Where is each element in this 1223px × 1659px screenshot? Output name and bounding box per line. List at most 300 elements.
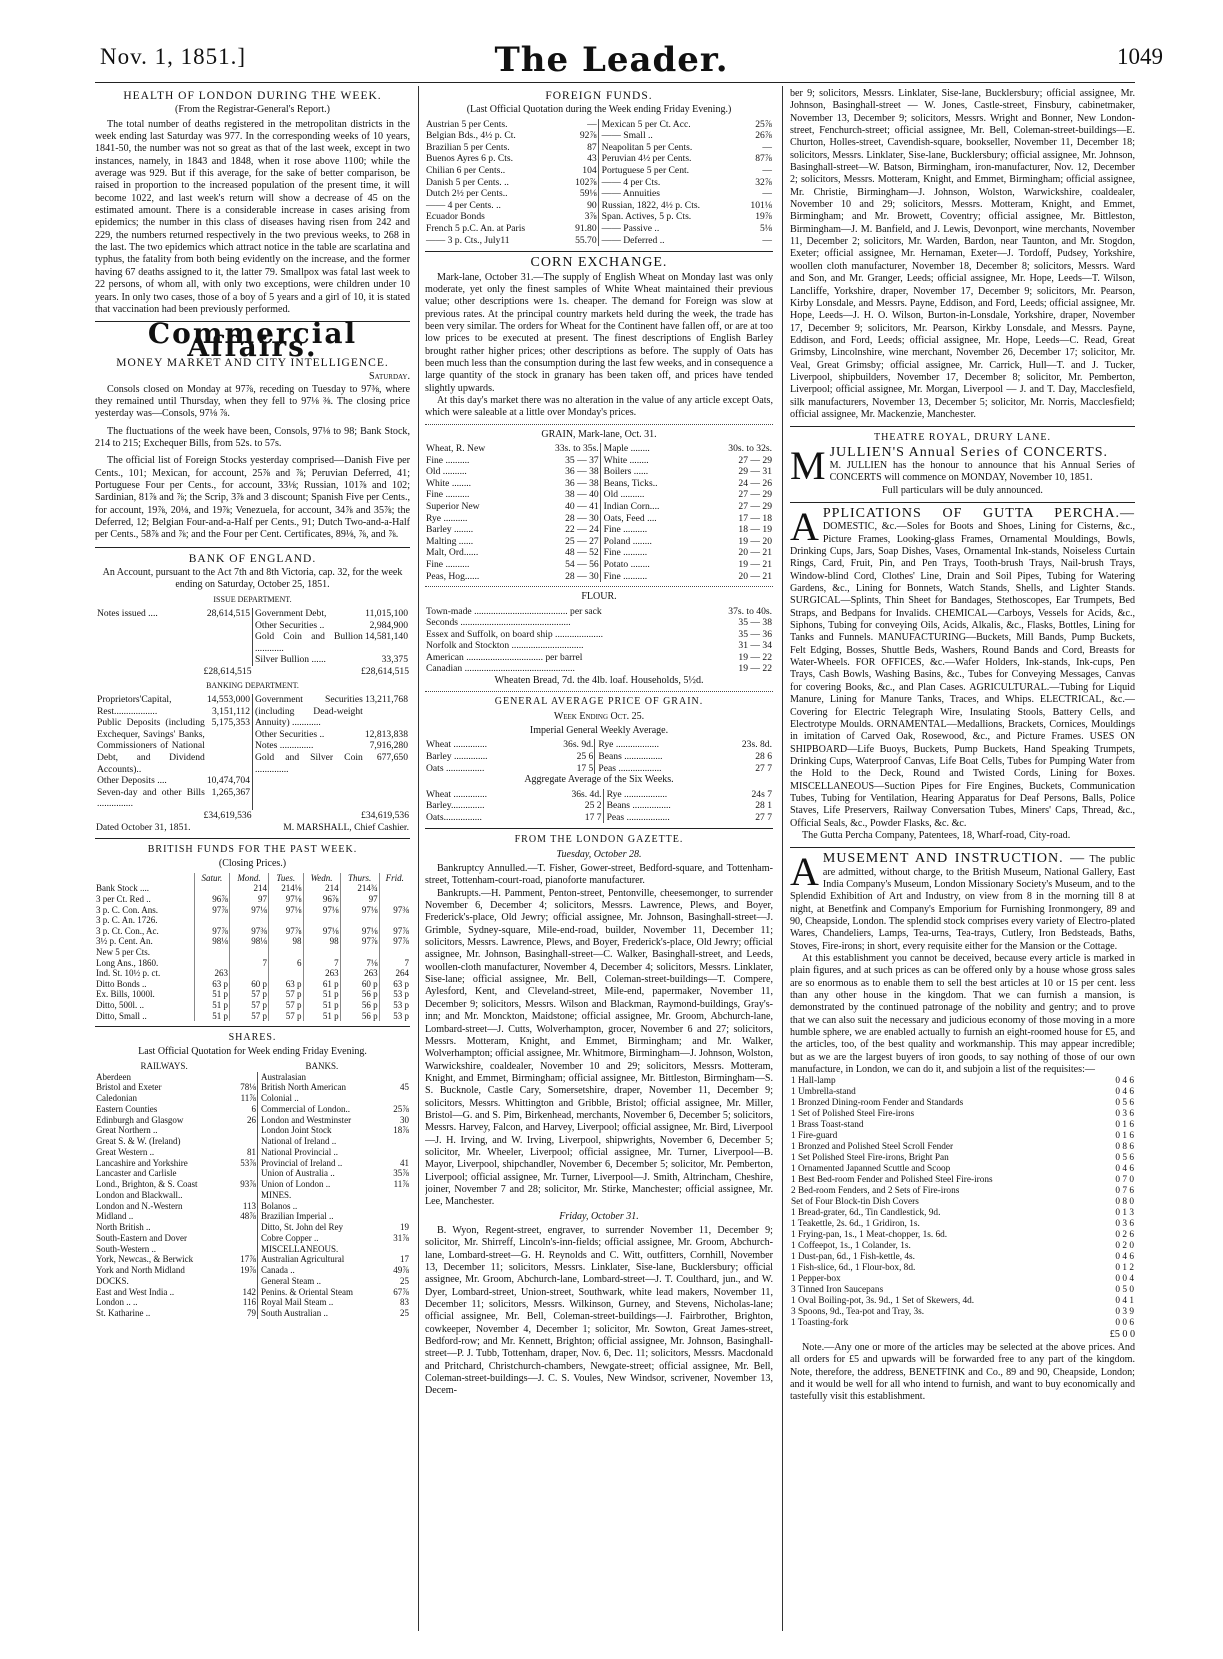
foreign-price: 90 xyxy=(587,199,597,211)
foreign-price: — xyxy=(762,188,772,200)
share-name: Great S. & W. (Ireland) xyxy=(96,1136,181,1147)
funds-price: 98⅛ xyxy=(230,936,269,947)
banking-right-list xyxy=(254,694,409,775)
share-name: General Steam .. xyxy=(258,1276,387,1287)
funds-stock: 3½ p. Cent. An. xyxy=(96,936,153,947)
flour-row xyxy=(425,663,773,675)
share-name: Cobre Copper .. xyxy=(258,1233,387,1244)
funds-row xyxy=(95,958,410,969)
foreign-row xyxy=(425,153,773,165)
funds-price xyxy=(230,968,269,979)
funds-row xyxy=(95,894,410,905)
gazette-continued: ber 9; solicitors, Messrs. Linklater, Sise-lane, Bucklersbury; official assignee, Mr. Johnson, Basinghall-street — W. Jones, Castle-street, Finsbury, cabinetmaker, November 13, December 9; solicitors, Messrs. Wright and Bonner, New London-street, Fenchurch-street; official assignee, Mr. Bell, Coleman-street-buildings—E. Churton, Holles-street, Cavendish-square, bookseller, November 11, December 18; solicitors, Messrs. Linklater, Sise-lane, Bucklersbury; official assignee, Mr. Johnson, Basinghall-street—W. Batson, Birmingham, iron-manufacturer, Nov. 12, December 2; solicitors, Messrs. Motteram, Knight, and Emmet, Birmingham; official assignee, Mr. Christie, Birmingham—J. Johnson, Wolston, Warwickshire, coaldealer, November 10 and 29; solicitors, Messrs. Motteram, Knight, and Emmet, Birmingham; and Mr. Browett, Coventry; official assignee, Mr. Bittleston, Birmingham—J. M. Banfield, and J. Lewis, Devonport, wine merchants, November 11, December 2; solicitors, Mr. Warden, Bardon, near Taunton, and Mr. Stogdon, Exeter; official assignee, Mr. Hernaman, Exeter—J. Tordoff, Pudsey, Yorkshire, woollen cloth manufacturer, November 18, December 8; solicitors, Messrs. Ward and Son, and Mr. Granger, Leeds; official assignee, Mr. Hope, Leeds—T. Wilson, Lancliffe, Yorkshire, draper, November 17, December 9; solicitors, Mr. Pearson, Kirby Lonsdale, and Messrs. Payne, Eddison, and Ford, Leeds; official assignee, Mr. Hope, Leeds—J. H. O. Wilson, Burton-in-Lonsdale, Yorkshire, draper, November 17, December 9; solicitors, Mr. Pearson, Kirkby Lonsdale, and Messrs. Payne, Eddison, and Ford, Leeds; official assignee, Mr. Hope, Leeds—C. Read, Great Grimsby, Lincolnshire, wine merchant, November 26, December 17; solicitor, Mr. Veal, Great Grimsby; official assignee, Mr. Carrick, Hull—T. and J. Tucker, Liverpool, shipbuilders, November 17, December 8; solicitor, Mr. Pemberton, Liverpool; official assignee, Mr. Morgan, Liverpool — J. and T. Day, Macclesfield, silk manufacturers, November 13, December 5; solicitor, Mr. Norris, Macclesfield; official assignee, Mr. Mackenzie, Manchester. xyxy=(790,88,1135,420)
banking-left-row xyxy=(96,775,251,787)
gazette-friday: Friday, October 31. xyxy=(559,1210,639,1222)
share-name: London and Westminster xyxy=(258,1115,387,1126)
banking-left-value: 5,175,353 xyxy=(211,717,250,729)
price-list-cost: 0 4 6 xyxy=(1115,1087,1134,1098)
gazette-tuesday: Tuesday, October 28. xyxy=(556,848,642,860)
foreign-name: —— Passive .. xyxy=(598,223,740,235)
grain-name: Fine .......... xyxy=(600,547,698,559)
grain-price: 30s. to 32s. xyxy=(728,443,772,455)
divider xyxy=(790,426,1135,427)
theatre-body: M. JULLIEN has the honour to announce that his Annual Series of CONCERTS will commence on MONDAY, November 10, 1851. xyxy=(829,459,1135,484)
funds-row xyxy=(95,905,410,916)
issue-right-list xyxy=(254,608,409,666)
share-name: South Australian .. xyxy=(258,1308,387,1319)
price-list-cost: 0 8 0 xyxy=(1115,1197,1134,1208)
funds-price: 7⅛ xyxy=(340,958,379,969)
gazette-friday-body: B. Wyon, Regent-street, engraver, to surrender November 11, December 9; solicitor, Mr. Shirreff, Lincoln's-inn-fields; official assignee, Mr. Groom, Abchurch-lane, Lombard-street—G. H. Reynolds and C. Witt, outfitters, Cornhill, November 13, December 11; solicitors, Messrs. Linklater, Sise-lane, Bucklersbury; official assignee, Mr. Groom, Abchurch-lane, Lombard-street—J. T. Coulthard, jun., and W. Dyer, Lombard-street, Union-street, Southwark, white lead makers, November 11, December 11; solicitors, Messrs. Wilkinson, Gurney, and Stevens, Nicholas-lane; official assignee, Mr. Bell, Coleman-street-buildings—J. Fairbrother, Brighton, cowkeeper, November 4, December 1; solicitor, Mr. Sowton, Great James-street, Bedford-row; and Mr. Kennett, Brighton; official assignee, Mr. Johnson, Basinghall-street—P. J. Tubb, Tottenham, draper, Nov. 6, Dec. 11; solicitors, Messrs. Macdonald and Pritchard, Christchurch-chambers, Newgate-street; official assignee, Mr. Bell, Coleman-street-buildings—J. C. S. Voules, New Windsor, scrivener, November 13, Decem- xyxy=(425,1225,773,1397)
share-name: Australian Agricultural xyxy=(258,1254,387,1265)
grain-price: 33s. to 35s. xyxy=(554,443,599,455)
british-funds-table xyxy=(95,873,410,1021)
grain-row xyxy=(425,547,773,559)
grain-row xyxy=(425,536,773,548)
funds-stock: Bank Stock .... xyxy=(96,883,149,894)
price-list-total: £5 0 0 xyxy=(1109,1329,1135,1341)
average-title: GENERAL AVERAGE PRICE OF GRAIN. xyxy=(494,696,704,708)
shares-row xyxy=(95,1147,410,1158)
funds-price: 96⅞ xyxy=(194,894,229,905)
price-list-item: 1 Dust-pan, 6d., 1 Fish-kettle, 4s. xyxy=(791,1252,915,1263)
weekly-average-grain: Rye .................. xyxy=(595,739,716,751)
price-list-row xyxy=(790,1263,1135,1274)
gazette-annulled: Bankruptcy Annulled.—T. Fisher, Gower-street, Bedford-square, and Tottenham-street, Tottenham-court-road, pianoforte manufacturer. xyxy=(425,863,773,887)
share-name: Colonial .. xyxy=(258,1093,387,1104)
shares-header-row xyxy=(95,1061,410,1072)
grain-row xyxy=(425,466,773,478)
funds-price xyxy=(379,915,410,926)
banking-right-row xyxy=(254,694,409,729)
flour-name: Canadian .............................................. xyxy=(426,663,575,675)
price-list-item: 1 Bronzed and Polished Steel Scroll Fender xyxy=(791,1142,954,1153)
foreign-name: Mexican 5 per Ct. Acc. xyxy=(598,119,740,131)
funds-price: 263 xyxy=(194,968,229,979)
funds-price xyxy=(230,915,269,926)
flour-row xyxy=(425,617,773,629)
funds-price xyxy=(194,883,229,894)
funds-price: 63 p xyxy=(194,979,229,990)
banking-left-label: Proprietors'Capital, xyxy=(97,693,172,705)
foreign-price: 101⅛ xyxy=(750,199,772,211)
funds-row xyxy=(95,926,410,937)
foreign-row xyxy=(425,211,773,223)
british-funds-title: BRITISH FUNDS FOR THE PAST WEEK. xyxy=(147,844,358,856)
funds-price: 57 p xyxy=(230,989,269,1000)
funds-day-header: Thurs. xyxy=(340,873,379,884)
bank-title: BANK OF ENGLAND. xyxy=(188,552,317,565)
weekly-average-price: 17 5 xyxy=(576,762,594,774)
corn-body: Mark-lane, October 31.—The supply of English Wheat on Monday last was only moderate, yet only the finest samples of White Wheat maintained their previous value; other descriptions were 1s. cheaper. The demand for Foreign was slow at previous rates. At the principal country markets held during the week, the trade has been very similar. The orders for Wheat for the Continent have fallen off, or are at too low prices to be executed at present. The finest descriptions of English Barley brought rather higher prices; other descriptions as before. The supply of Oats has been much less than the consumption during the last few weeks, and in consequence a large quantity of the stock in granary has been taken off, and prices have tended slightly upwards. xyxy=(425,271,773,394)
share-name: South-Western .. xyxy=(96,1243,157,1254)
weekly-average-row xyxy=(425,763,773,775)
weekly-average-grain: Beans ................ xyxy=(595,751,716,763)
price-list-row xyxy=(790,1274,1135,1285)
share-price: 79 xyxy=(247,1308,256,1319)
foreign-row xyxy=(425,188,773,200)
banking-left-label: Public Deposits (including Exchequer, Savings' Banks, Commissioners of National Debt, and Dividend Accounts).. xyxy=(97,717,205,775)
foreign-price: 55.70 xyxy=(575,234,597,246)
price-list-item: 1 Frying-pan, 1s., 1 Meat-chopper, 1s. 6d. xyxy=(791,1230,948,1241)
six-week-average-price: 28 1 xyxy=(755,800,772,812)
six-week-average-price: 25 2 xyxy=(584,800,602,812)
share-price: 26 xyxy=(247,1114,256,1125)
shares-row xyxy=(95,1297,410,1308)
banking-left-row xyxy=(96,694,251,706)
funds-price: 97⅛ xyxy=(269,894,304,905)
shares-row xyxy=(95,1201,410,1212)
flour-title: FLOUR. xyxy=(581,591,617,603)
drop-cap-a: A xyxy=(790,504,819,549)
six-week-average-grain: Beans ................ xyxy=(603,800,731,812)
share-name: Eastern Counties xyxy=(96,1103,158,1114)
flour-name: American ................................ per barrel xyxy=(426,651,583,663)
funds-price: 97⅛ xyxy=(340,926,379,937)
grain-name: Old .......... xyxy=(426,466,467,478)
price-list-cost: 0 1 6 xyxy=(1115,1120,1134,1131)
funds-price: 97⅛ xyxy=(303,926,340,937)
share-name: Lancashire and Yorkshire xyxy=(96,1157,188,1168)
foreign-price: 59⅛ xyxy=(579,188,597,200)
funds-price xyxy=(379,947,410,958)
share-price: 11⅞ xyxy=(393,1179,409,1190)
funds-stock: Ditto, 500l. .. xyxy=(96,999,145,1010)
funds-price xyxy=(194,947,229,958)
funds-stock: 3 p. C. An. 1726. xyxy=(96,915,158,926)
six-week-average-grain: Barley.............. xyxy=(426,800,485,812)
funds-price: 263 xyxy=(303,968,340,979)
grain-name: Wheat, R. New xyxy=(426,443,486,455)
column-2 xyxy=(425,88,773,1628)
price-list-row xyxy=(790,1285,1135,1296)
foreign-row xyxy=(425,119,773,131)
funds-price: 97⅜ xyxy=(379,905,410,916)
column-3 xyxy=(790,88,1135,1628)
share-name: Penins. & Oriental Steam xyxy=(258,1287,387,1298)
funds-price: 7 xyxy=(379,958,410,969)
share-price xyxy=(386,1211,410,1222)
price-list-cost: 0 5 6 xyxy=(1115,1098,1134,1109)
gazette-bankrupts: Bankrupts.—H. Pamment, Penton-street, Pentonville, cheesemonger, to surrender November 6, December 4; solicitors, Messrs. Lawrence, Plews, and Boyer, Frederick's-place, Old Jewry; official assignee, Mr. Johnson, Basinghall-street—J. Grimble, Sydney-square, Mile-end-road, builder, November 11, December 11; solicitors, Messrs. Lawrence, Plews, and Boyer, Frederick's-place, Old Jewry; official assignee, Mr. Johnson, Basinghall-street—C. Walker, Basinghall-street, and Leeds, woollen-cloth manufacturer, November 4, December 4; solicitors, Messrs. Linklater, Sise-lane; official assignee, Mr. Bell, Coleman-street-buildings—T. Compere, Aylesford, Kent, and Cleveland-street, Mile-end, papermaker, November 11, December 9; solicitors, Messrs. Wilson and Blackman, Raymond-buildings, Gray's-inn; and Mr. Monckton, Maidstone; official assignee, Mr. Groom, Abchurch-lane, Lombard-street—J. Cutts, Wolverhampton, grocer, November 6 and 27; solicitors, Messrs. Motteram, Knight, and Emmet, Birmingham; and Mr. Walker, Wolverhampton; official assignee, Mr. Whitmore, Birmingham—J. Johnson, Wolston, Warwickshire, coaldealer, November 10 and 29; solicitors, Messrs. Motteram, Knight, and Emmet, Birmingham; official assignee, Mr. Bittleston, Birmingham—S. S. Bucknole, Castle Cary, Somersetshire, draper, November 11, December 9; solicitors, Messrs. Whittington and Gribble, Bristol; official assignee, Mr. Miller, Bristol—G. and S. Pim, Birkenhead, merchants, November 6, December 5; solicitors, Messrs. Harvey, Falcon, and Harvey, Liverpool; official assignee, Mr. Bird, Liverpool—J. H. Irving, and W. Irving, Liverpool, shipwrights, November 6, December 5; solicitor, Mr. Wheeler, Liverpool; official assignee, Mr. Turner, Liverpool—B. Mayor, Liverpool, shipchandler, November 6, December 5; solicitor, Mr. Pemberton, Liverpool; official assignee, Mr. Turner, Liverpool—J. Smith, Altrincham, Cheshire, joiner, November 7 and 28; solicitor, Mr. Stirke, Manchester; official assignee, Mr. Lee, Manchester. xyxy=(425,887,773,1208)
banking-total-right: £34,619,536 xyxy=(361,809,409,821)
masthead xyxy=(0,0,1223,80)
share-name: South-Eastern and Dover xyxy=(96,1232,187,1243)
weekly-average-grain: Peas .................. xyxy=(595,763,716,775)
share-price xyxy=(233,1190,257,1201)
grain-price: 18 — 19 xyxy=(738,524,772,536)
weekly-average-price: 36s. 9d. xyxy=(563,739,594,751)
price-list-cost: 0 0 6 xyxy=(1115,1318,1134,1329)
shares-row xyxy=(95,1190,410,1201)
funds-price: 57 p xyxy=(269,1011,304,1022)
foreign-row xyxy=(425,200,773,212)
funds-price: 97⅞ xyxy=(379,936,410,947)
flour-row xyxy=(425,640,773,652)
share-name: Aberdeen xyxy=(96,1071,131,1082)
six-week-average-price: 36s. 4d. xyxy=(571,788,602,800)
funds-price: 264 xyxy=(379,968,410,979)
page-number: 1049 xyxy=(1117,44,1163,69)
grain-price: 27 — 29 xyxy=(738,501,772,512)
funds-header-row xyxy=(95,873,410,884)
grain-price: 27 — 29 xyxy=(738,454,772,466)
grain-name: Fine .......... xyxy=(426,489,470,501)
foreign-name: French 5 p.C. An. at Paris xyxy=(426,223,526,235)
share-name: North British .. xyxy=(96,1222,151,1233)
funds-price: 56 p xyxy=(340,1000,379,1011)
funds-stock: Ex. Bills, 1000l. xyxy=(96,989,155,1000)
grain-name: Fine .......... xyxy=(600,524,698,536)
foreign-price: 5⅛ xyxy=(760,223,772,235)
share-name: National of Ireland .. xyxy=(258,1136,387,1147)
six-week-average-price: 24s 7 xyxy=(751,788,772,800)
funds-price: 96⅞ xyxy=(303,894,340,905)
funds-price: 214 xyxy=(230,883,269,894)
price-list-cost: 0 1 6 xyxy=(1115,1131,1134,1142)
funds-price: 53 p xyxy=(379,1011,410,1022)
price-list-item: 1 Set of Polished Steel Fire-irons xyxy=(791,1109,915,1120)
grain-price: 40 — 41 xyxy=(565,501,599,512)
share-name: Union of Australia .. xyxy=(258,1168,387,1179)
funds-price xyxy=(194,958,229,969)
banking-left xyxy=(95,694,253,810)
column-divider-2 xyxy=(782,86,783,1631)
price-list-row xyxy=(790,1186,1135,1197)
banking-right-row xyxy=(254,740,409,752)
funds-price: 60 p xyxy=(230,979,269,990)
average-imperial: Imperial General Weekly Average. xyxy=(529,725,669,737)
divider xyxy=(425,424,773,425)
share-name: York and North Midland xyxy=(96,1265,185,1276)
grain-price: 22 — 24 xyxy=(565,524,599,536)
funds-price: 51 p xyxy=(303,989,340,1000)
foreign-price: 3⅞ xyxy=(584,211,597,223)
grain-row xyxy=(425,455,773,467)
banking-right-label: Government Securities (including Dead-weight Annuity) ............ xyxy=(255,693,363,729)
weekly-average-grain: Wheat .............. xyxy=(426,739,488,751)
corn-title: CORN EXCHANGE. xyxy=(530,255,668,271)
price-list-row xyxy=(790,1318,1135,1329)
issue-total-right: £28,614,515 xyxy=(361,666,409,678)
issue-dept-head: ISSUE DEPARTMENT. xyxy=(213,594,292,604)
price-list-item: 1 Toasting-fork xyxy=(791,1318,849,1329)
grain-price: 28 — 30 xyxy=(565,570,599,582)
share-price xyxy=(386,1190,410,1201)
price-list-row xyxy=(790,1076,1135,1087)
price-list-item: 1 Hall-lamp xyxy=(791,1076,836,1087)
banking-left-label: Other Deposits .... xyxy=(97,775,167,787)
shares-row xyxy=(95,1158,410,1169)
grain-name: Potato ........ xyxy=(600,559,698,571)
foreign-name: Peruvian 4½ per Cents. xyxy=(598,153,740,165)
share-price: 67⅞ xyxy=(393,1286,409,1297)
divider xyxy=(790,847,1135,848)
price-list-cost: 0 4 6 xyxy=(1115,1076,1134,1087)
foreign-price: 32⅞ xyxy=(755,176,772,188)
foreign-price: — xyxy=(587,118,597,130)
flour-table xyxy=(425,606,773,676)
funds-row xyxy=(95,915,410,926)
price-list-item: 1 Coffeepot, 1s., 1 Colander, 1s. xyxy=(791,1241,911,1252)
funds-price xyxy=(269,915,304,926)
theatre-note: Full particulars will be duly announced. xyxy=(882,484,1043,496)
funds-price: 98 xyxy=(269,936,304,947)
shares-row xyxy=(95,1082,410,1093)
issue-right-row xyxy=(254,654,409,666)
issue-right-value: 14,581,140 xyxy=(364,631,408,643)
grain-name: Fine .......... xyxy=(426,558,470,570)
price-list-cost: 0 3 6 xyxy=(1115,1109,1134,1120)
share-price: 48⅞ xyxy=(240,1211,256,1222)
share-name: Great Northern .. xyxy=(96,1125,158,1136)
banking-right-row xyxy=(254,752,409,775)
foreign-name: Portuguese 5 per Cent. xyxy=(598,165,740,177)
price-list-item: 1 Pepper-box xyxy=(791,1274,841,1285)
funds-price xyxy=(340,947,379,958)
price-list-cost: 0 2 6 xyxy=(1115,1230,1134,1241)
weekly-average-price: 27 7 xyxy=(755,762,772,774)
shares-subtitle: Last Official Quotation for Week ending Friday Evening. xyxy=(138,1046,367,1058)
banking-left-row xyxy=(96,717,251,775)
share-name: York, Newcas., & Berwick xyxy=(96,1254,194,1265)
divider xyxy=(95,838,410,839)
share-price: 49⅞ xyxy=(393,1265,409,1276)
amusement-headline: MUSEMENT AND INSTRUCTION. — xyxy=(822,851,1086,867)
price-list-item: 1 Fire-guard xyxy=(791,1131,838,1142)
share-price xyxy=(386,1093,410,1104)
price-list-item: 3 Tinned Iron Saucepans xyxy=(791,1285,884,1296)
price-list-cost: 0 7 0 xyxy=(1115,1175,1134,1186)
funds-price: 51 p xyxy=(303,1011,340,1022)
flour-name: Town-made ....................................... per sack xyxy=(426,605,602,617)
issue-left-value: 28,614,515 xyxy=(206,608,250,620)
grain-name: Malting ...... xyxy=(426,535,474,547)
price-list-row xyxy=(790,1131,1135,1142)
foreign-price: 87 xyxy=(587,141,597,153)
grain-price: 27 — 29 xyxy=(738,489,772,501)
share-name: Midland .. xyxy=(96,1211,134,1222)
price-list-item: 1 Set Polished Steel Fire-irons, Bright Pan xyxy=(791,1153,949,1164)
issue-right-label: Other Securities .. xyxy=(255,619,325,631)
funds-price: 97⅞ xyxy=(379,926,410,937)
funds-row xyxy=(95,1000,410,1011)
share-name: Brazilian Imperial .. xyxy=(258,1211,387,1222)
column-1 xyxy=(95,88,410,1628)
banking-right-label: Gold and Silver Coin .............. xyxy=(255,751,363,775)
price-list-item: 1 Umbrella-stand xyxy=(791,1087,856,1098)
foreign-price: 25⅞ xyxy=(755,118,772,130)
funds-price: 214¾ xyxy=(340,883,379,894)
foreign-price: 26⅞ xyxy=(755,130,772,142)
price-list-row xyxy=(790,1142,1135,1153)
flour-price: 19 — 22 xyxy=(738,651,772,663)
share-name: MINES. xyxy=(258,1190,387,1201)
share-price: 142 xyxy=(242,1286,256,1297)
price-list-row xyxy=(790,1307,1135,1318)
share-name: Lond., Brighton, & S. Coast xyxy=(96,1179,198,1190)
issue-left-row xyxy=(96,608,251,620)
funds-price: 214 xyxy=(303,883,340,894)
funds-price: 98⅛ xyxy=(194,936,229,947)
six-week-average-row xyxy=(425,800,773,812)
issue-right-label: Government Debt, xyxy=(255,608,327,620)
grain-name: Barley ........ xyxy=(426,524,474,536)
funds-price: 63 p xyxy=(269,979,304,990)
share-price: 116 xyxy=(242,1297,256,1308)
banking-left-list xyxy=(96,694,251,810)
grain-price: 38 — 40 xyxy=(565,489,599,501)
theatre-headline: JULLIEN'S Annual Series of CONCERTS. xyxy=(829,444,1108,460)
shares-title: SHARES. xyxy=(228,1032,277,1044)
health-subtitle: (From the Registrar-General's Report.) xyxy=(175,104,330,116)
money-market-title: MONEY MARKET AND CITY INTELLIGENCE. xyxy=(116,356,389,369)
six-week-average-row xyxy=(425,789,773,801)
funds-price: 57 p xyxy=(269,989,304,1000)
newspaper-title: The Leader. xyxy=(494,40,729,80)
funds-price: 56 p xyxy=(340,1011,379,1022)
health-body: The total number of deaths registered in the metropolitan districts in the week ending last Saturday was 977. In the corresponding weeks of 10 years, 1841-50, the number was not so great as that of the last week, except in two instances, namely, in 1843 and 1848, when it rose above 1100; while the average was 929. But if this average, for the sake of better comparison, be raised in proportion to the increased population of the present time, it will become 1022, and last week's return will show a decrease of 45 on the estimated amount. There is a considerable increase in cases arising from epidemics; the number in this class of diseases having risen from 242 and 229, the numbers returned respectively in the two previous weeks, to 268 in the last. The two epidemics which attract notice in the table are scarlatina and typhus, the fatality from both being evidently on the increase, and the former having 67 deaths assigned to it, the latter 79. Smallpox was fatal last week to 22 persons, of whom all, with only two exceptions, were children under 10 years. In only two cases, those of a boy of 5 years and a girl of 10, it is stated that vaccination had been previously performed. xyxy=(95,118,410,315)
banking-right-value: 7,916,280 xyxy=(369,740,408,752)
divider xyxy=(95,547,410,548)
foreign-name: Neapolitan 5 per Cents. xyxy=(598,142,740,154)
british-funds-subtitle: (Closing Prices.) xyxy=(218,858,287,870)
share-name: MISCELLANEOUS. xyxy=(258,1244,387,1255)
funds-day-header: Satur. xyxy=(194,873,229,884)
share-price: 25 xyxy=(400,1275,409,1286)
price-list-cost: 0 4 1 xyxy=(1115,1296,1134,1307)
grain-name: White ........ xyxy=(600,455,698,467)
funds-price: 97⅛ xyxy=(303,905,340,916)
foreign-price: 91.80 xyxy=(575,223,597,235)
share-name: Provincial of Ireland .. xyxy=(258,1158,387,1169)
price-list-item: 1 Fish-slice, 6d., 1 Flour-box, 8d. xyxy=(791,1263,916,1274)
funds-header-blank xyxy=(95,873,194,884)
share-price: 93⅞ xyxy=(240,1179,256,1190)
gazette-title: FROM THE LONDON GAZETTE. xyxy=(514,834,684,846)
flour-price: 37s. to 40s. xyxy=(728,605,772,617)
share-price xyxy=(233,1168,257,1179)
funds-price: 51 p xyxy=(194,989,229,1000)
banking-right-label: Other Securities .. xyxy=(255,728,325,740)
foreign-price: 104 xyxy=(582,165,597,177)
shares-row xyxy=(95,1244,410,1255)
shares-row xyxy=(95,1308,410,1319)
shares-row xyxy=(95,1168,410,1179)
flour-name: Norfolk and Stockton .............................. xyxy=(426,640,584,652)
funds-price xyxy=(194,915,229,926)
banking-left-label: Seven-day and other Bills ............... xyxy=(97,786,205,810)
flour-price: 31 — 34 xyxy=(738,640,772,652)
funds-price: 263 xyxy=(340,968,379,979)
funds-price xyxy=(269,968,304,979)
foreign-name: Austrian 5 per Cents. xyxy=(426,118,508,130)
grain-row xyxy=(425,513,773,525)
shares-row xyxy=(95,1233,410,1244)
share-name: British North American xyxy=(258,1082,387,1093)
foreign-name: Ecuador Bonds xyxy=(426,211,485,223)
share-price: 25 xyxy=(400,1308,409,1319)
price-list-row xyxy=(790,1241,1135,1252)
foreign-name: Russian, 1822, 4½ p. Cts. xyxy=(598,200,740,212)
flour-price: 35 — 36 xyxy=(738,628,772,640)
drop-cap-m: M xyxy=(790,442,826,488)
shares-row xyxy=(95,1222,410,1233)
six-week-average-grain: Wheat .............. xyxy=(426,788,488,800)
price-list-cost: 0 0 4 xyxy=(1115,1274,1134,1285)
foreign-row xyxy=(425,130,773,142)
grain-price: 36 — 38 xyxy=(565,466,599,478)
